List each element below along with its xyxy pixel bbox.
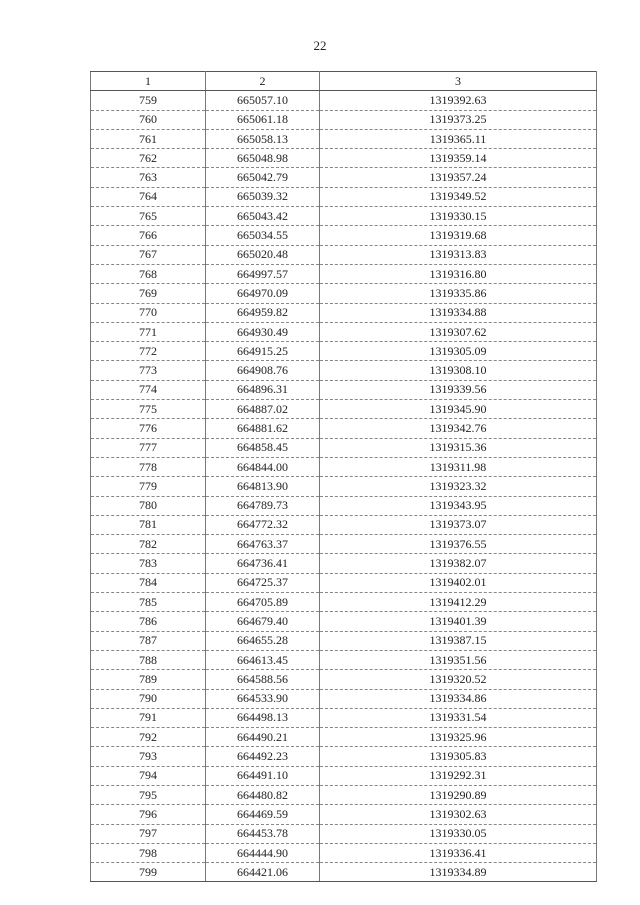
y-coordinate-cell: 1319308.10	[320, 361, 597, 380]
x-coordinate-cell: 664491.10	[206, 766, 320, 785]
y-coordinate-cell: 1319412.29	[320, 593, 597, 612]
point-number-cell: 762	[91, 149, 206, 168]
x-coordinate-cell: 664421.06	[206, 863, 320, 882]
table-row	[91, 380, 597, 399]
point-number-cell: 766	[91, 226, 206, 245]
table-row	[91, 824, 597, 843]
point-number-cell: 759	[91, 91, 206, 110]
x-coordinate-cell: 664725.37	[206, 573, 320, 592]
x-coordinate-cell: 664498.13	[206, 708, 320, 727]
y-coordinate-cell: 1319302.63	[320, 805, 597, 824]
y-coordinate-cell: 1319387.15	[320, 631, 597, 650]
y-coordinate-cell: 1319401.39	[320, 612, 597, 631]
y-coordinate-cell: 1319330.15	[320, 207, 597, 226]
point-number-cell: 774	[91, 380, 206, 399]
table-row	[91, 708, 597, 727]
point-number-cell: 781	[91, 515, 206, 534]
point-number-cell: 779	[91, 477, 206, 496]
x-coordinate-cell: 664469.59	[206, 805, 320, 824]
y-coordinate-cell: 1319290.89	[320, 785, 597, 804]
point-number-cell: 784	[91, 573, 206, 592]
y-coordinate-cell: 1319373.25	[320, 110, 597, 129]
point-number-cell: 771	[91, 322, 206, 341]
y-coordinate-cell: 1319365.11	[320, 129, 597, 148]
table-row	[91, 284, 597, 303]
point-number-cell: 763	[91, 168, 206, 187]
x-coordinate-cell: 665042.79	[206, 168, 320, 187]
x-coordinate-cell: 664959.82	[206, 303, 320, 322]
y-coordinate-cell: 1319373.07	[320, 515, 597, 534]
table-row	[91, 728, 597, 747]
x-coordinate-cell: 665034.55	[206, 226, 320, 245]
x-coordinate-cell: 664844.00	[206, 457, 320, 476]
y-coordinate-cell: 1319305.09	[320, 342, 597, 361]
x-coordinate-cell: 664736.41	[206, 554, 320, 573]
x-coordinate-cell: 664705.89	[206, 593, 320, 612]
column-header-2: 2	[206, 72, 320, 91]
x-coordinate-cell: 664915.25	[206, 342, 320, 361]
x-coordinate-cell: 665043.42	[206, 207, 320, 226]
x-coordinate-cell: 664813.90	[206, 477, 320, 496]
x-coordinate-cell: 664679.40	[206, 612, 320, 631]
point-number-cell: 795	[91, 785, 206, 804]
table-row	[91, 361, 597, 380]
y-coordinate-cell: 1319331.54	[320, 708, 597, 727]
y-coordinate-cell: 1319319.68	[320, 226, 597, 245]
y-coordinate-cell: 1319349.52	[320, 187, 597, 206]
table-row	[91, 110, 597, 129]
table-row	[91, 593, 597, 612]
table-row	[91, 863, 597, 882]
y-coordinate-cell: 1319334.89	[320, 863, 597, 882]
coordinates-table	[90, 71, 597, 882]
point-number-cell: 796	[91, 805, 206, 824]
point-number-cell: 761	[91, 129, 206, 148]
table-row	[91, 573, 597, 592]
table-header-row	[91, 72, 597, 91]
table-row	[91, 496, 597, 515]
table-row	[91, 805, 597, 824]
point-number-cell: 798	[91, 843, 206, 862]
y-coordinate-cell: 1319392.63	[320, 91, 597, 110]
table-row	[91, 91, 597, 110]
x-coordinate-cell: 665057.10	[206, 91, 320, 110]
x-coordinate-cell: 664655.28	[206, 631, 320, 650]
table-row	[91, 342, 597, 361]
x-coordinate-cell: 664789.73	[206, 496, 320, 515]
point-number-cell: 765	[91, 207, 206, 226]
point-number-cell: 778	[91, 457, 206, 476]
x-coordinate-cell: 664858.45	[206, 438, 320, 457]
table-row	[91, 149, 597, 168]
x-coordinate-cell: 664613.45	[206, 650, 320, 669]
x-coordinate-cell: 665058.13	[206, 129, 320, 148]
x-coordinate-cell: 664887.02	[206, 400, 320, 419]
x-coordinate-cell: 664444.90	[206, 843, 320, 862]
table-row	[91, 226, 597, 245]
table-row	[91, 168, 597, 187]
table-row	[91, 535, 597, 554]
table-row	[91, 650, 597, 669]
table-row	[91, 554, 597, 573]
y-coordinate-cell: 1319311.98	[320, 457, 597, 476]
y-coordinate-cell: 1319376.55	[320, 535, 597, 554]
y-coordinate-cell: 1319357.24	[320, 168, 597, 187]
y-coordinate-cell: 1319382.07	[320, 554, 597, 573]
point-number-cell: 760	[91, 110, 206, 129]
column-header-3: 3	[320, 72, 597, 91]
point-number-cell: 799	[91, 863, 206, 882]
y-coordinate-cell: 1319292.31	[320, 766, 597, 785]
point-number-cell: 783	[91, 554, 206, 573]
x-coordinate-cell: 664453.78	[206, 824, 320, 843]
y-coordinate-cell: 1319345.90	[320, 400, 597, 419]
table-row	[91, 477, 597, 496]
table-row	[91, 766, 597, 785]
y-coordinate-cell: 1319402.01	[320, 573, 597, 592]
y-coordinate-cell: 1319307.62	[320, 322, 597, 341]
y-coordinate-cell: 1319316.80	[320, 264, 597, 283]
y-coordinate-cell: 1319343.95	[320, 496, 597, 515]
y-coordinate-cell: 1319313.83	[320, 245, 597, 264]
table-row	[91, 264, 597, 283]
x-coordinate-cell: 664772.32	[206, 515, 320, 534]
x-coordinate-cell: 664490.21	[206, 728, 320, 747]
table-row	[91, 245, 597, 264]
point-number-cell: 793	[91, 747, 206, 766]
point-number-cell: 772	[91, 342, 206, 361]
y-coordinate-cell: 1319305.83	[320, 747, 597, 766]
point-number-cell: 785	[91, 593, 206, 612]
table-row	[91, 785, 597, 804]
table-row	[91, 631, 597, 650]
x-coordinate-cell: 664492.23	[206, 747, 320, 766]
table-row	[91, 187, 597, 206]
point-number-cell: 790	[91, 689, 206, 708]
x-coordinate-cell: 664480.82	[206, 785, 320, 804]
point-number-cell: 788	[91, 650, 206, 669]
table-row	[91, 747, 597, 766]
point-number-cell: 767	[91, 245, 206, 264]
table-row	[91, 612, 597, 631]
table-row	[91, 689, 597, 708]
y-coordinate-cell: 1319334.88	[320, 303, 597, 322]
point-number-cell: 794	[91, 766, 206, 785]
table-body	[91, 91, 597, 882]
table-row	[91, 400, 597, 419]
x-coordinate-cell: 664970.09	[206, 284, 320, 303]
table-row	[91, 419, 597, 438]
point-number-cell: 777	[91, 438, 206, 457]
y-coordinate-cell: 1319335.86	[320, 284, 597, 303]
y-coordinate-cell: 1319323.32	[320, 477, 597, 496]
y-coordinate-cell: 1319320.52	[320, 670, 597, 689]
x-coordinate-cell: 665048.98	[206, 149, 320, 168]
point-number-cell: 787	[91, 631, 206, 650]
page-number: 22	[313, 38, 327, 53]
y-coordinate-cell: 1319339.56	[320, 380, 597, 399]
x-coordinate-cell: 664997.57	[206, 264, 320, 283]
point-number-cell: 789	[91, 670, 206, 689]
y-coordinate-cell: 1319336.41	[320, 843, 597, 862]
point-number-cell: 775	[91, 400, 206, 419]
table-row	[91, 129, 597, 148]
x-coordinate-cell: 664763.37	[206, 535, 320, 554]
y-coordinate-cell: 1319325.96	[320, 728, 597, 747]
y-coordinate-cell: 1319334.86	[320, 689, 597, 708]
point-number-cell: 786	[91, 612, 206, 631]
point-number-cell: 780	[91, 496, 206, 515]
table-row	[91, 670, 597, 689]
x-coordinate-cell: 664881.62	[206, 419, 320, 438]
table-row	[91, 322, 597, 341]
x-coordinate-cell: 664533.90	[206, 689, 320, 708]
point-number-cell: 768	[91, 264, 206, 283]
y-coordinate-cell: 1319359.14	[320, 149, 597, 168]
point-number-cell: 782	[91, 535, 206, 554]
table-row	[91, 515, 597, 534]
x-coordinate-cell: 664908.76	[206, 361, 320, 380]
point-number-cell: 773	[91, 361, 206, 380]
table-row	[91, 207, 597, 226]
x-coordinate-cell: 665020.48	[206, 245, 320, 264]
point-number-cell: 792	[91, 728, 206, 747]
y-coordinate-cell: 1319342.76	[320, 419, 597, 438]
y-coordinate-cell: 1319315.36	[320, 438, 597, 457]
point-number-cell: 770	[91, 303, 206, 322]
x-coordinate-cell: 665039.32	[206, 187, 320, 206]
x-coordinate-cell: 664588.56	[206, 670, 320, 689]
point-number-cell: 797	[91, 824, 206, 843]
y-coordinate-cell: 1319351.56	[320, 650, 597, 669]
x-coordinate-cell: 664896.31	[206, 380, 320, 399]
point-number-cell: 769	[91, 284, 206, 303]
point-number-cell: 791	[91, 708, 206, 727]
point-number-cell: 764	[91, 187, 206, 206]
y-coordinate-cell: 1319330.05	[320, 824, 597, 843]
x-coordinate-cell: 664930.49	[206, 322, 320, 341]
point-number-cell: 776	[91, 419, 206, 438]
column-header-1: 1	[91, 72, 206, 91]
table-row	[91, 843, 597, 862]
table-row	[91, 457, 597, 476]
table-row	[91, 438, 597, 457]
x-coordinate-cell: 665061.18	[206, 110, 320, 129]
table-row	[91, 303, 597, 322]
